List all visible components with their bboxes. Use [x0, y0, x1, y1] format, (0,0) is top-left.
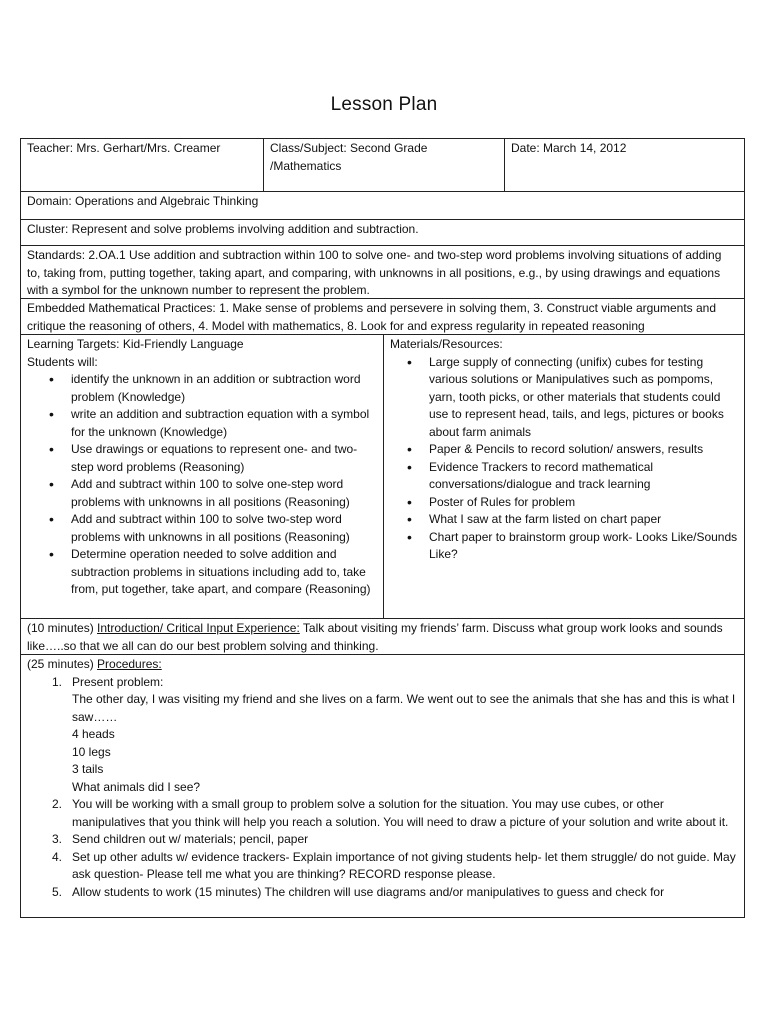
date-text: Date: March 14, 2012: [511, 141, 627, 155]
class-subject-line1: Class/Subject: Second Grade: [270, 141, 428, 155]
procedures-list: [27, 674, 738, 902]
step-line: Set up other adults w/ evidence trackers- Explain importance of not giving students help- let them struggle/ do not guide. May ask question- Please tell me what you are thinking? RECORD response please.: [72, 849, 736, 881]
learning-targets-heading: Learning Targets: Kid-Friendly Language: [27, 337, 244, 351]
class-subject-line2: /Mathematics: [270, 158, 342, 173]
class-subject-cell: [264, 139, 505, 191]
standards-text: Standards: 2.OA.1 Use addition and subtraction within 100 to solve one- and two-step word problems involving situations of adding to, taking from, putting together, taking apart, and comparing, with unknowns in all positions, e.g., by using drawings and equations with a symbol for the unknown number to represent the problem.: [27, 248, 722, 297]
list-item: • Large supply of connecting (unifix) cubes for testing various solutions or Manipulatives such as pompoms, yarn, tooth picks, or other materials that students could use to represent head, tails, and legs, pictures or books about farm animals: [429, 354, 738, 442]
list-item: • identify the unknown in an addition or subtraction word problem (Knowledge): [71, 371, 377, 406]
step-line: What animals did I see?: [72, 779, 201, 794]
list-item: • write an addition and subtraction equation with a symbol for the unknown (Knowledge): [71, 406, 377, 441]
list-item: • What I saw at the farm listed on chart paper: [429, 511, 738, 529]
list-item: • Add and subtract within 100 to solve two-step word problems with unknowns in all positions (Reasoning): [71, 511, 377, 546]
learning-targets-cell: [21, 335, 384, 618]
materials-cell: [384, 335, 744, 618]
step-line: Allow students to work (15 minutes) The children will use diagrams and/or manipulatives to guess and check for: [72, 884, 665, 899]
intro-time: (10 minutes): [27, 621, 98, 635]
targets-materials-row: [21, 335, 744, 619]
step-number: 4.: [52, 849, 63, 864]
date-cell: [505, 139, 744, 191]
list-item: • Chart paper to brainstorm group work- Looks Like/Sounds Like?: [429, 529, 738, 564]
procedures-label: Procedures:: [97, 657, 162, 671]
step-number: 3.: [52, 832, 63, 846]
header-row: [21, 139, 744, 192]
list-item: • Determine operation needed to solve addition and subtraction problems in situations including add to, take from, put together, take apart, and compare (Reasoning): [71, 546, 377, 599]
cluster-row: [21, 220, 744, 246]
step-line: 10 legs: [72, 744, 111, 759]
domain-text: Domain: Operations and Algebraic Thinking: [27, 194, 259, 208]
intro-label: Introduction/ Critical Input Experience:: [97, 621, 300, 635]
step-line: 3 tails: [72, 762, 104, 776]
standards-row: [21, 246, 744, 299]
list-item: • Poster of Rules for problem: [429, 494, 738, 512]
list-item: • Add and subtract within 100 to solve one-step word problems with unknowns in all positions (Reasoning): [71, 476, 377, 511]
procedures-row: [21, 655, 744, 917]
step-number: 2.: [52, 797, 63, 811]
practices-text: Embedded Mathematical Practices: 1. Make sense of problems and persevere in solving them, 3. Construct viable arguments and critique the reasoning of others, 4. Model with mathematics, 8. Look for and express regularity in repeated reasoning: [27, 301, 717, 333]
practices-row: [21, 299, 744, 335]
procedures-time: (25 minutes): [27, 657, 98, 671]
list-item: • Evidence Trackers to record mathematical conversations/dialogue and track learning: [429, 459, 738, 494]
step-number: 5.: [52, 884, 63, 899]
step-line: The other day, I was visiting my friend and she lives on a farm. We went out to see the animals that she has and this is what I saw……: [72, 692, 736, 724]
step-line: Send children out w/ materials; pencil, paper: [72, 832, 309, 846]
procedure-step: [52, 884, 738, 902]
page-title: Lesson Plan: [330, 94, 438, 115]
procedure-step: [52, 849, 738, 884]
materials-list: [390, 354, 738, 564]
step-line: 4 heads: [72, 727, 115, 741]
teacher-cell: [21, 139, 264, 191]
list-item: • Paper & Pencils to record solution/ answers, results: [429, 441, 738, 459]
procedure-step: [52, 796, 738, 831]
procedure-step: [52, 674, 738, 797]
students-will-label: Students will:: [27, 354, 98, 369]
step-number: 1.: [52, 674, 63, 689]
list-item: • Use drawings or equations to represent one- and two-step word problems (Reasoning): [71, 441, 377, 476]
learning-targets-list: [27, 371, 377, 599]
cluster-text: Cluster: Represent and solve problems involving addition and subtraction.: [27, 222, 419, 236]
teacher-text: Teacher: Mrs. Gerhart/Mrs. Creamer: [27, 141, 221, 155]
procedure-step: [52, 831, 738, 849]
step-line: You will be working with a small group to problem solve a solution for the situation. You may use cubes, or other manipulatives that you think will help you reach a solution. You will need to draw a picture of your solution and write about it.: [72, 797, 729, 829]
lesson-plan-table: [20, 138, 745, 918]
introduction-row: [21, 619, 744, 655]
intro-text: Talk about visiting my friends’ farm. Discuss what group work looks and sounds like…..so that we all can do our best problem solving and thinking.: [27, 621, 723, 653]
step-line: Present problem:: [72, 674, 164, 689]
domain-row: [21, 192, 744, 220]
materials-heading: Materials/Resources:: [390, 337, 503, 351]
